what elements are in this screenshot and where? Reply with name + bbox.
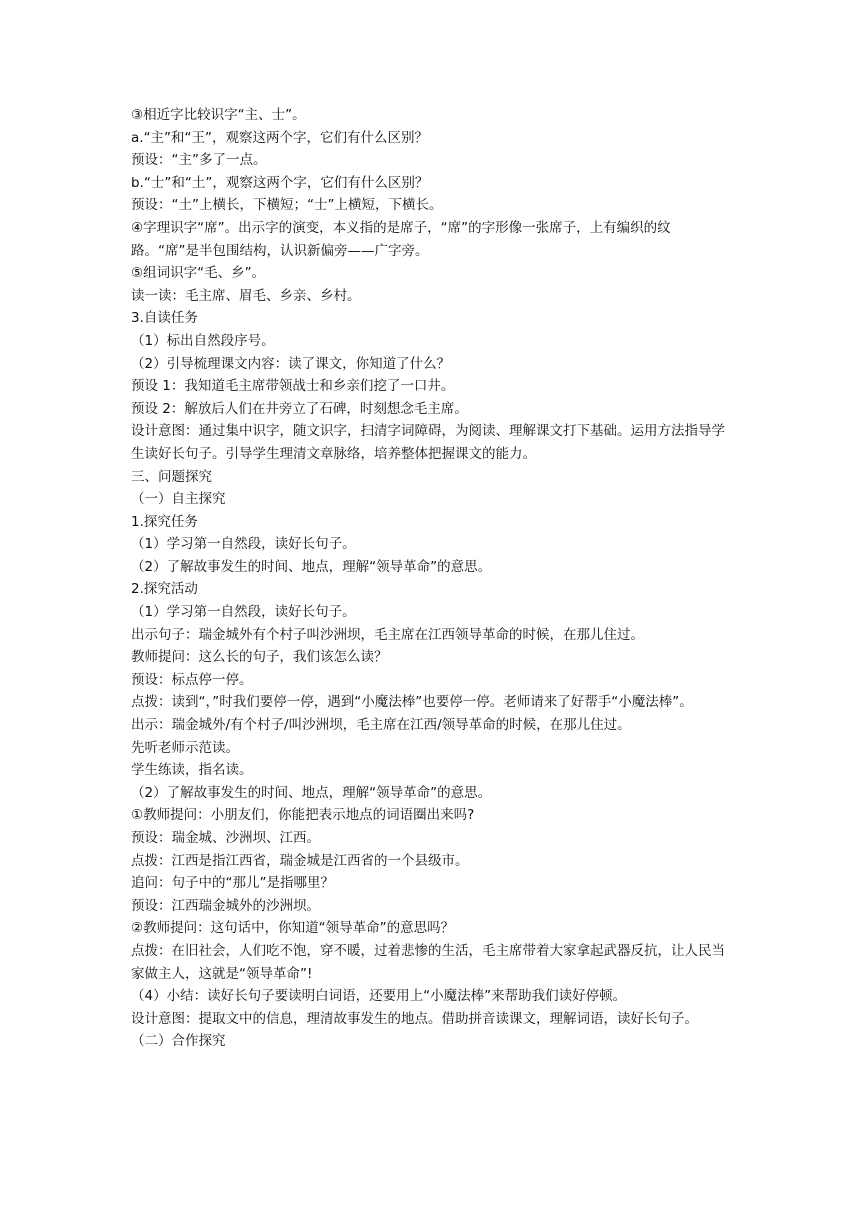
- text-line: ②教师提问：这句话中，你知道“领导革命”的意思吗？: [131, 920, 455, 937]
- text-line: 预设：“土”上横长，下横短；“士”上横短，下横长。: [131, 197, 443, 214]
- text-line: 预设 1：我知道毛主席带领战士和乡亲们挖了一口井。: [131, 378, 455, 395]
- text-line: 预设：“主”多了一点。: [131, 152, 267, 169]
- text-line: a.“主”和“王”，观察这两个字，它们有什么区别？: [131, 129, 429, 146]
- text-line: 教师提问：这么长的句子，我们该怎么读？: [131, 649, 388, 666]
- text-paragraph: 点拨：读到“，”时我们要停一停，遇到“小魔法棒”也要停一停。老师请来了好帮手“小魔法棒”。: [131, 694, 693, 711]
- text-line: 预设 2：解放后人们在井旁立了石碑，时刻想念毛主席。: [131, 400, 468, 417]
- text-line: 预设：标点停一停。: [131, 671, 253, 688]
- text-line: b.“士”和“土”，观察这两个字，它们有什么区别？: [131, 174, 429, 191]
- section-heading: 三、问题探究: [131, 468, 212, 485]
- section-heading: （二）合作探究: [131, 1033, 226, 1050]
- text-paragraph: 设计意图：提取文中的信息，理清故事发生的地点。借助拼音读课文，理解词语，读好长句子。: [131, 1010, 698, 1027]
- section-heading: 3.自读任务: [131, 310, 198, 327]
- text-line: （2）了解故事发生的时间、地点，理解“领导革命”的意思。: [131, 558, 492, 575]
- text-line: ③相近字比较识字“主、士”。: [131, 107, 306, 123]
- text-line: （2）了解故事发生的时间、地点，理解“领导革命”的意思。: [131, 784, 492, 801]
- text-line: 出示句子：瑞金城外有个村子叫沙洲坝，毛主席在江西领导革命的时候，在那儿住过。: [131, 626, 644, 643]
- text-paragraph: 点拨：在旧社会，人们吃不饱，穿不暖，过着悲惨的生活，毛主席带着大家拿起武器反抗，让人民当家做主人，这就是“领导革命”!: [131, 942, 725, 982]
- text-line: （1）学习第一自然段，读好长句子。: [131, 536, 356, 553]
- text-line: （2）引导梳理课文内容：读了课文，你知道了什么？: [131, 355, 451, 372]
- text-line: 学生练读，指名读。: [131, 762, 253, 779]
- text-line: 先听老师示范读。: [131, 739, 239, 756]
- text-line: （1）学习第一自然段，读好长句子。: [131, 604, 356, 621]
- text-paragraph: 设计意图：通过集中识字，随文识字，扫清字词障碍，为阅读、理解课文打下基础。运用方法指导学生读好长句子。引导学生理清文章脉络，培养整体把握课文的能力。: [131, 423, 725, 462]
- text-line: 出示：瑞金城外/有个村子/叫沙洲坝，毛主席在江西/领导革命的时候，在那儿住过。: [131, 717, 631, 734]
- section-heading: 1.探究任务: [131, 513, 198, 530]
- text-line: 预设：江西瑞金城外的沙洲坝。: [131, 897, 320, 914]
- section-heading: 2.探究活动: [131, 581, 198, 598]
- text-line: （1）标出自然段序号。: [131, 332, 275, 349]
- text-line: 点拨：江西是指江西省，瑞金城是江西省的一个县级市。: [131, 852, 469, 869]
- document-page: [131, 104, 731, 1053]
- text-line: （4）小结：读好长句子要读明白词语，还要用上“小魔法棒”来帮助我们读好停顿。: [131, 988, 627, 1005]
- text-line: 预设：瑞金城、沙洲坝、江西。: [131, 830, 320, 846]
- text-line: 追问：句子中的“那儿”是指哪里？: [131, 875, 334, 892]
- text-line: ①教师提问：小朋友们，你能把表示地点的词语圈出来吗?: [131, 807, 475, 824]
- section-heading: （一）自主探究: [131, 491, 226, 508]
- text-paragraph: ④字理识字“席”。出示字的演变，本义指的是席子，“席”的字形像一张席子，上有编织的纹路。“席”是半包围结构，认识新偏旁——广字旁。: [131, 219, 671, 259]
- text-line: 读一读：毛主席、眉毛、乡亲、乡村。: [131, 287, 361, 304]
- text-line: ⑤组词识字“毛、乡”。: [131, 265, 266, 282]
